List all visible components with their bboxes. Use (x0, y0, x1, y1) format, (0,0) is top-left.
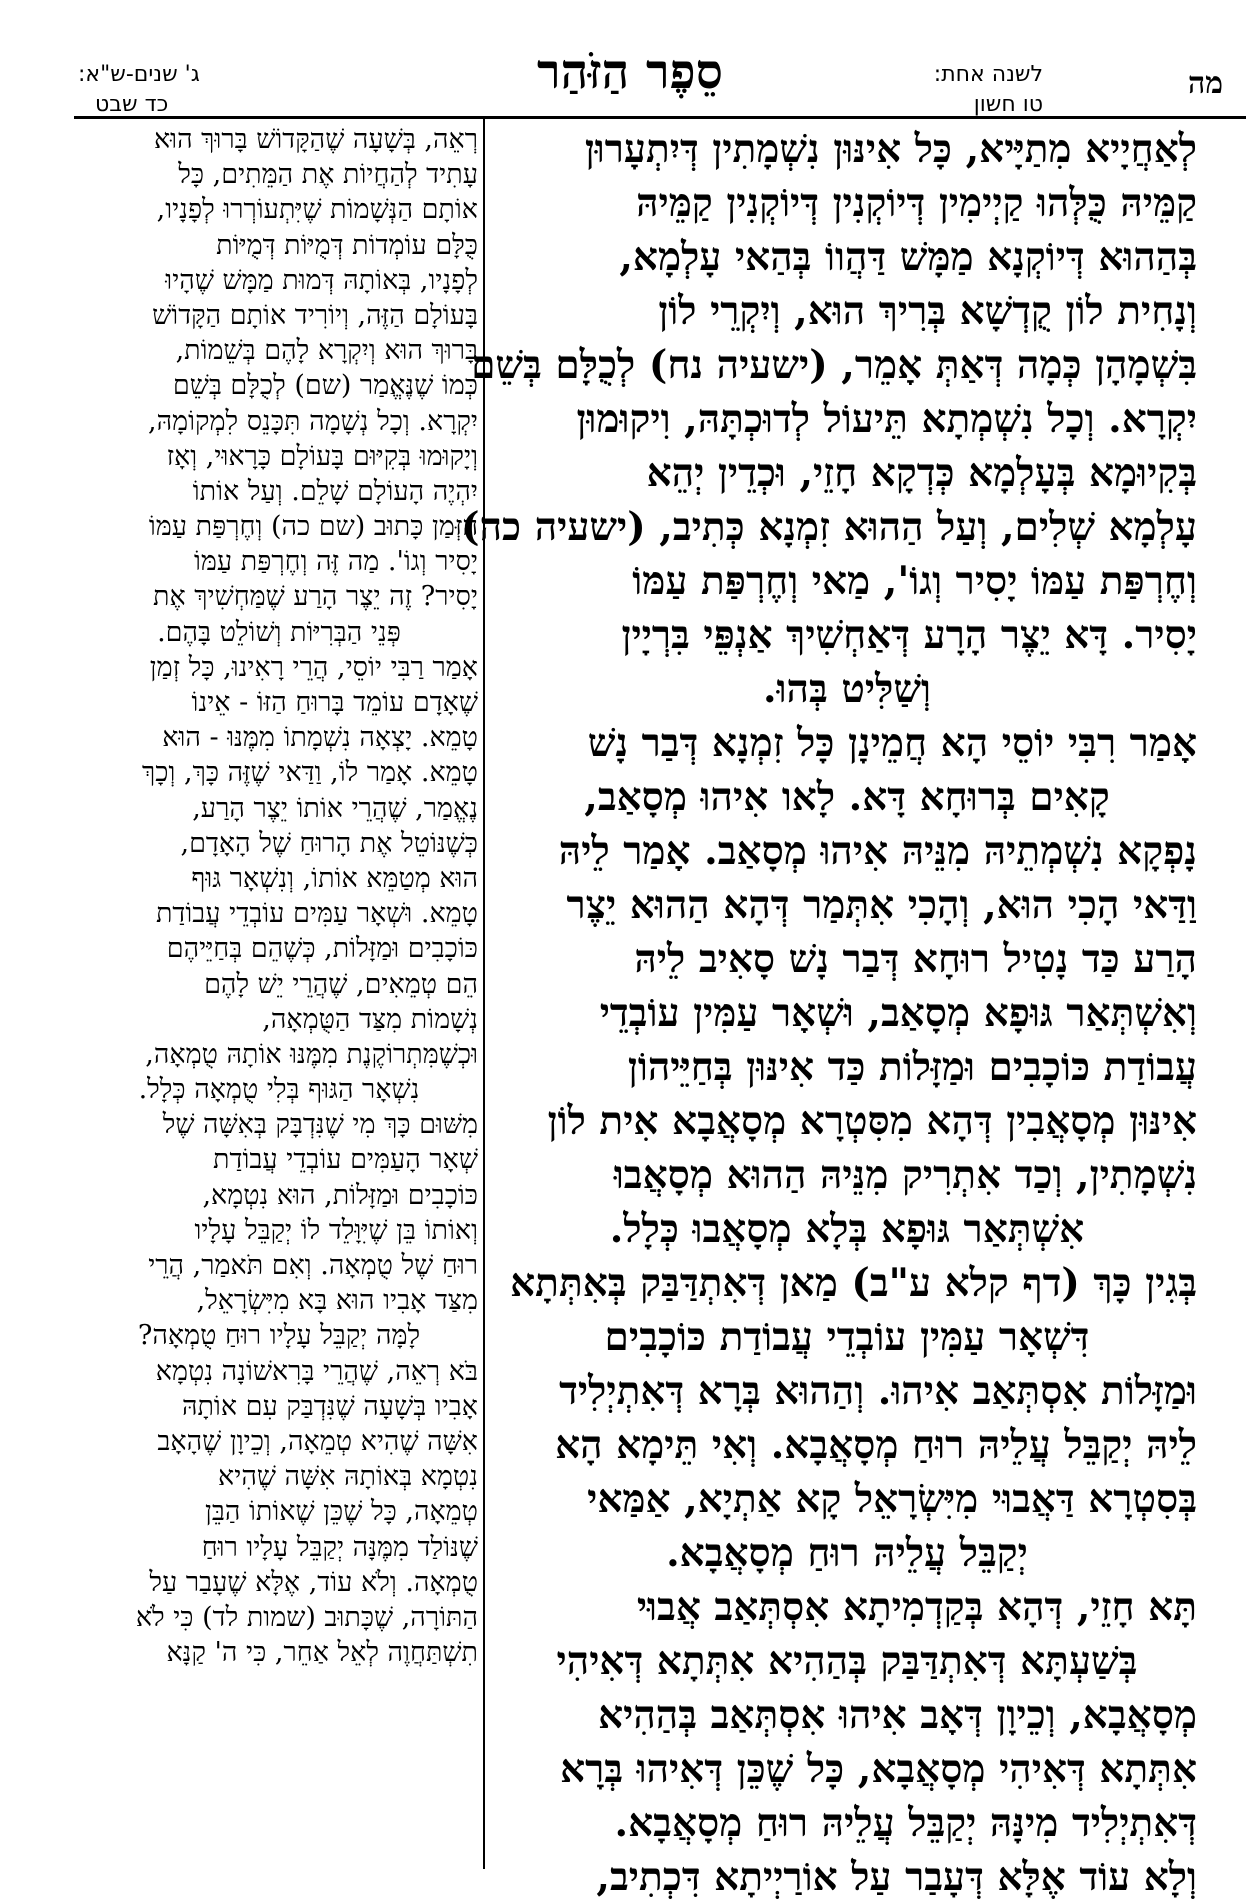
side-line: מִצַּד אָבִיו הוּא בָּא מִיִּשְׂרָאֵל, (196, 1285, 478, 1317)
side-line: תִשְׁתַּחֲוֶה לְאֵל אַחֵר, כִּי ה' קַנָּא (166, 1637, 478, 1669)
main-line: הָרַע כַּד נָטִיל רוּחָא דְּבַר נָשׁ סָאִיב לֵיהּ (634, 936, 1197, 982)
side-line: לְפָנָיו, בְּאוֹתָהּ דְּמוּת מַמָּשׁ שֶׁהָיוּ (165, 264, 478, 296)
side-line: פְּנֵי הַבְּרִיּוֹת וְשׁוֹלֵט בָּהֶם. (157, 616, 401, 648)
main-line: בְּשַׁעְתָּא דְּאִתְדַּבַּק בְּהַהִיא אִתְּתָא דְּאִיהִי (556, 1638, 1138, 1684)
side-line: וּכְשֶׁמִּתְרוֹקֶנֶת מִמֶּנּוּ אוֹתָהּ טֻמְאָה, (145, 1038, 478, 1070)
side-line: רוּחַ שֶׁל טֻמְאָה. וְאִם תֹּאמַר, הֲרֵי (148, 1250, 478, 1281)
main-line: יָסִיר. דָּא יֵצֶר הָרָע דְּאַחְשִׁיךְ אַנְפֵּי בִּרְיָין (621, 612, 1197, 658)
main-line: בְּסִטְרָא דַּאֲבוּי מִיִּשְׂרָאֵל קָא אַתְיָא, אַמַּאי (587, 1476, 1197, 1522)
side-line: אָבִיו בְּשָׁעָה שֶׁנִּדְבַּק עִם אוֹתָהּ (181, 1390, 478, 1422)
main-line: בְּקִיוּמָא בְּעָלְמָא כְּדְקָא חָזֵי, וּכְדֵין יְהֵא (646, 450, 1197, 496)
header-rule (74, 116, 1246, 119)
main-line: נִשְׁמָתִין, וְכַד אִתְרִיק מִנֵּיהּ הַהוּא מְסָאֲבוּ (613, 1152, 1197, 1198)
main-line: וְלָא עוֹד אֶלָּא דְּעָבַר עַל אוֹרַיְיתָא דִּכְתִיב, (596, 1854, 1197, 1900)
chapter-range: ג' שנים-ש"א: (78, 62, 200, 87)
side-line: שֶׁאָדָם עוֹמֵד בָּרוּחַ הַזּוֹ - אֵינוֹ (191, 687, 478, 718)
side-line: בָּעוֹלָם הַזֶּה, וְיוֹרִיד אוֹתָם הַקָּדוֹשׁ (152, 299, 478, 331)
main-line: לְאַחֲיָיא מִתַיָּיא, כָּל אִינּוּן נִשְׁמָתִין דְּיִתְעָרוּן (584, 126, 1197, 172)
main-line: בְּהַהוּא דְּיוֹקְנָא מַמָּשׁ דַּהֲווֹ בְּהַאי עָלְמָא, (619, 234, 1197, 280)
side-line: כֻּלָּם עוֹמְדוֹת דְּמֻיּוֹת דְּמֻיּוֹת (216, 229, 478, 261)
side-line: הוּא מְטַמֵּא אוֹתוֹ, וְנִשְׁאָר גּוּף (191, 862, 478, 894)
side-line: טָמֵא. וּשְׁאָר עַמִּים עוֹבְדֵי עֲבוֹדַת (155, 898, 478, 930)
side-line: יָסִיר וְגוֹ'. מַה זֶּה וְחֶרְפַּת עַמּוֹ (194, 546, 478, 578)
study-cycle-label: לשנה אחת: (933, 62, 1043, 87)
main-line: וְאִשְׁתְּאַר גּוּפָא מְסָאַב, וּשְׁאָר עַמִּין עוֹבְדֵי (599, 990, 1197, 1036)
main-line: קָאִים בְּרוּחָא דָּא. לָאו אִיהוּ מְסָאַב, (584, 774, 1110, 820)
side-line: מִשּׁוּם כָּךְ מִי שֶׁנִּדְבָּק בְּאִשָּׁה שֶׁל (162, 1109, 478, 1141)
side-line: נִטְמָא בְּאוֹתָהּ אִשָּׁה שֶׁהִיא (218, 1461, 478, 1493)
main-line: בְּגִין כָּךְ (דף קלא ע"ב) מַאן דְּאִתְדַּבַּק בְּאִתְּתָא (510, 1260, 1197, 1306)
main-line: וַדַּאי הָכִי הוּא, וְהָכִי אִתְּמַר דְּהָא הַהוּא יֵצֶר (566, 882, 1197, 928)
side-line: רְאֵה, בְּשָׁעָה שֶׁהַקָּדוֹשׁ בָּרוּךְ הוּא (153, 124, 478, 155)
main-line: וּמַזָּלוֹת אִסְתְּאַב אִיהוּ. וְהַהוּא בְּרָא דְּאִתְיְלִיד (559, 1368, 1197, 1414)
side-line: כּוֹכָבִים וּמַזָּלוֹת, הוּא נִטְמָא, (202, 1179, 478, 1211)
side-line: נְשָׁמוֹת מִצַּד הַטֻּמְאָה, (262, 1003, 478, 1035)
side-line: יִהְיֶה הָעוֹלָם שָׁלֵם. וְעַל אוֹתוֹ (192, 475, 478, 507)
side-line: טְמֵאָה, כָּל שֶׁכֵּן שֶׁאוֹתוֹ הַבֵּן (204, 1496, 478, 1528)
main-line: וְנָחִית לוֹן קֻדְשָׁא בְּרִיךְ הוּא, וְיִקְרֵי לוֹן (658, 288, 1197, 334)
main-line: וְשַׁלִּיט בְּהוּ. (763, 666, 931, 712)
side-line: אָמַר רַבִּי יוֹסֵי, הֲרֵי רָאִינוּ, כָּל זְמַן (149, 651, 478, 683)
main-line: דְּאִתְיְלִיד מִינָּהּ יְקַבֵּל עֲלֵיהּ רוּחַ מְסָאֲבָא. (614, 1800, 1197, 1846)
side-line: עָתִיד לְהַחֲיוֹת אֶת הַמֵּתִים, כָּל (178, 159, 478, 191)
main-line: עָלְמָא שְׁלִים, וְעַל הַהוּא זִמְנָא כְּתִיב, (ישעיה כה) (461, 504, 1197, 550)
side-line: טָמֵא. אָמַר לוֹ, וַדַּאי שֶׁזֶּה כָּךְ, וְכָךְ (142, 757, 478, 789)
side-line: לָמָּה יְקַבֵּל עָלָיו רוּחַ טֻמְאָה? (137, 1320, 421, 1352)
side-line: נִשְׁאָר הַגּוּף בְּלִי טֻמְאָה כְּלָל. (138, 1074, 420, 1106)
book-title: סֵפֶר הַזֹּהַר (537, 44, 723, 100)
page-header (0, 0, 1253, 118)
side-line: שְׁאָר הָעַמִּים עוֹבְדֵי עֲבוֹדַת (213, 1144, 478, 1176)
translation-column (80, 122, 478, 1872)
side-line: אוֹתָם הַנְּשָׁמוֹת שֶׁיִּתְעוֹרְרוּ לְפָנָיו, (156, 194, 478, 226)
main-line: יְקַבֵּל עֲלֵיהּ רוּחַ מְסָאֲבָא. (666, 1530, 1028, 1576)
main-line: וְחֶרְפַּת עַמּוֹ יָסִיר וְגוֹ', מַאי וְחֶרְפַּת עַמּוֹ (632, 558, 1197, 604)
main-line: תָּא חָזֵי, דְּהָא בְּקַדְמִיתָא אִסְתְּאַב אֲבוּי (636, 1584, 1197, 1630)
side-line: הֵם טְמֵאִים, שֶׁהֲרֵי יֵשׁ לָהֶם (204, 968, 478, 1000)
side-line: הַזְּמַן כָּתוּב (שם כה) וְחֶרְפַּת עַמּוֹ (148, 511, 478, 543)
study-day: כד שבט (95, 92, 169, 117)
side-line: כּוֹכָבִים וּמַזָּלוֹת, כְּשֶׁהֵם בְּחַיֵּיהֶם (166, 933, 478, 965)
main-line: אִינּוּן מְסָאֲבִין דְּהָא מִסִּטְרָא מְסָאֲבָא אִית לוֹן (547, 1098, 1197, 1144)
side-line: יִקְרָא. וְכָל נְשָׁמָה תִּכָּנֵס לִמְקוֹמָהּ, (148, 405, 478, 437)
main-line: לֵיהּ יְקַבֵּל עֲלֵיהּ רוּחַ מְסָאֲבָא. וְאִי תֵּימָא הָא (555, 1422, 1197, 1468)
main-line: קַמֵּיהּ כֻּלְּהוּ קַיְימִין דְּיוֹקְנִין דְּיוֹקְנִין קַמֵּיהּ (636, 180, 1197, 226)
main-line: אָמַר רִבִּי יוֹסֵי הָא חֲמֵינָן כָּל זִמְנָא דְּבַר נָשׁ (587, 720, 1197, 766)
main-line: יִקְרָא. וְכָל נִשְׁמְתָא תֵּיעוֹל לְדוּכְתָּהּ, וִיקוּמוּן (576, 396, 1197, 442)
main-line: מְסָאֲבָא, וְכֵיוָן דְּאָב אִיהוּ אִסְתְּאַב בְּהַהִיא (598, 1692, 1197, 1738)
side-line: כְּשֶׁנּוֹטֵל אֶת הָרוּחַ שֶׁל הָאָדָם, (180, 827, 478, 859)
main-line: דִּשְׁאָר עַמִּין עוֹבְדֵי עֲבוֹדַת כּוֹכָבִים (604, 1314, 1090, 1360)
main-line: אִשְׁתְּאַר גּוּפָא בְּלָא מְסָאֲבוּ כְּלָל. (609, 1206, 1085, 1252)
side-line: נֶאֱמַר, שֶׁהֲרֵי אוֹתוֹ יֵצֶר הָרַע, (192, 792, 478, 824)
side-line: בָּרוּךְ הוּא וְיִקְרָא לָהֶם בְּשֵׁמוֹת, (175, 335, 478, 367)
side-line: כְּמוֹ שֶׁנֶּאֱמַר (שם) לְכֻלָּם בְּשֵׁם (172, 370, 478, 402)
main-line: עֲבוֹדַת כּוֹכָבִים וּמַזָּלוֹת כַּד אִינּוּן בְּחַיֵּיהוֹן (627, 1044, 1197, 1090)
side-line: טָמֵא. יָצְאָה נִשְׁמָתוֹ מִמֶּנּוּ - הוּא (162, 722, 478, 754)
main-line: אִתְּתָא דְּאִיהִי מְסָאֲבָא, כָּל שֶׁכֵּן דְּאִיהוּ בְּרָא (560, 1746, 1197, 1792)
main-text-column (461, 122, 1197, 1900)
side-line: הַתּוֹרָה, שֶׁכָּתוּב (שמות לד) כִּי לֹא (135, 1601, 478, 1633)
side-line: בֹּא רְאֵה, שֶׁהֲרֵי בָּרִאשׁוֹנָה נִטְמָא (155, 1355, 478, 1387)
side-line: וְיָקוּמוּ בְּקִיּוּם בָּעוֹלָם כָּרָאוּי, וְאָז (166, 440, 478, 472)
side-line: יָסִיר? זֶה יֵצֶר הָרַע שֶׁמַּחְשִׁיךְ אֶת (152, 581, 478, 613)
main-line: נָפְקָא נִשְׁמְתֵיהּ מִנֵּיהּ אִיהוּ מְסָאַב. אָמַר לֵיהּ (558, 828, 1197, 874)
main-line: בִּשְׁמָהָן כְּמָה דְּאַתְּ אָמֵר, (ישעיה נח) לְכֻלָּם בְּשֵׁם (471, 342, 1197, 388)
side-line: טֻמְאָה. וְלֹא עוֹד, אֶלָּא שֶׁעָבַר עַל (149, 1566, 478, 1598)
page-number: מה (1187, 66, 1223, 101)
side-line: אִשָּׁה שֶׁהִיא טְמֵאָה, וְכֵיוָן שֶׁהָאָב (157, 1425, 478, 1457)
side-line: שֶׁנּוֹלַד מִמֶּנָּה יְקַבֵּל עָלָיו רוּחַ (201, 1531, 478, 1563)
side-line: וְאוֹתוֹ בֵּן שֶׁיִּוָּלֵד לוֹ יְקַבֵּל עָלָיו (194, 1214, 478, 1246)
study-date: טו חשון (973, 92, 1043, 117)
